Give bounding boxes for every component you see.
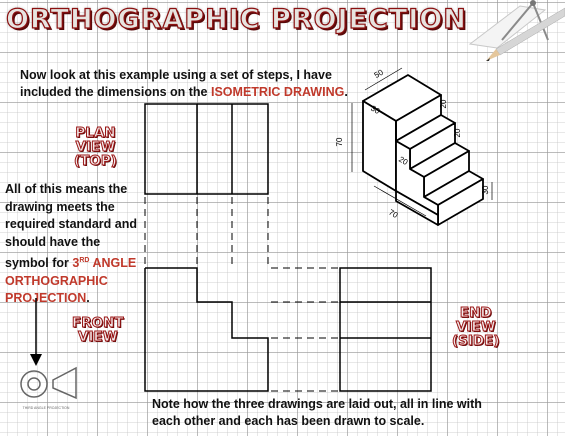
standard-note-orthographic: ORTHOGRAPHIC bbox=[5, 273, 108, 288]
dimension-label: 20 bbox=[453, 128, 462, 138]
standard-note-line-1: All of this means the bbox=[5, 182, 128, 196]
dimension-label: 30 bbox=[369, 103, 382, 116]
standard-note-line-4: should have the bbox=[5, 235, 101, 250]
end-view-label: END VIEW (SIDE) bbox=[452, 305, 500, 349]
pointer-arrow-head bbox=[30, 354, 42, 366]
dimension-label: 20 bbox=[439, 99, 448, 109]
intro-line-1: Now look at this example using a set of steps, I have bbox=[20, 68, 332, 82]
dimension-label: 70 bbox=[387, 207, 400, 220]
standard-note-line-3: required standard and bbox=[5, 217, 137, 232]
third-number: 3 bbox=[72, 255, 80, 270]
standard-note-line-5: symbol for bbox=[5, 255, 73, 270]
dimension-label: 70 bbox=[335, 137, 344, 147]
angle-word: ANGLE bbox=[89, 255, 137, 270]
standard-note-period: . bbox=[86, 291, 90, 306]
third-angle-projection-icon bbox=[21, 368, 76, 398]
bottom-note bbox=[152, 396, 552, 430]
page-title: ORTHOGRAPHIC PROJECTION bbox=[6, 4, 467, 35]
bottom-note-line-2: each other and each has been drawn to scale. bbox=[152, 414, 425, 428]
third-suffix: RD bbox=[79, 256, 90, 264]
dimension-label: 20 bbox=[397, 154, 410, 167]
front-view-label: FRONT VIEW bbox=[72, 315, 124, 345]
intro-line-2: included the dimensions on the bbox=[20, 85, 211, 99]
bottom-note-line-1: Note how the three drawings are laid out, all in line with bbox=[152, 397, 482, 411]
intro-line-2-end: . bbox=[344, 85, 348, 99]
intro-highlight-isometric: ISOMETRIC DRAWING bbox=[211, 85, 345, 99]
symbol-caption: THIRD ANGLE PROJECTION bbox=[22, 406, 70, 410]
dimension-label: 50 bbox=[372, 67, 385, 80]
plan-view-label: PLAN VIEW (TOP) bbox=[74, 125, 117, 169]
standard-note-line-2: drawing meets the bbox=[5, 199, 115, 214]
standard-note-projection: PROJECTION bbox=[5, 291, 87, 306]
dimension-label: 30 bbox=[481, 185, 490, 195]
